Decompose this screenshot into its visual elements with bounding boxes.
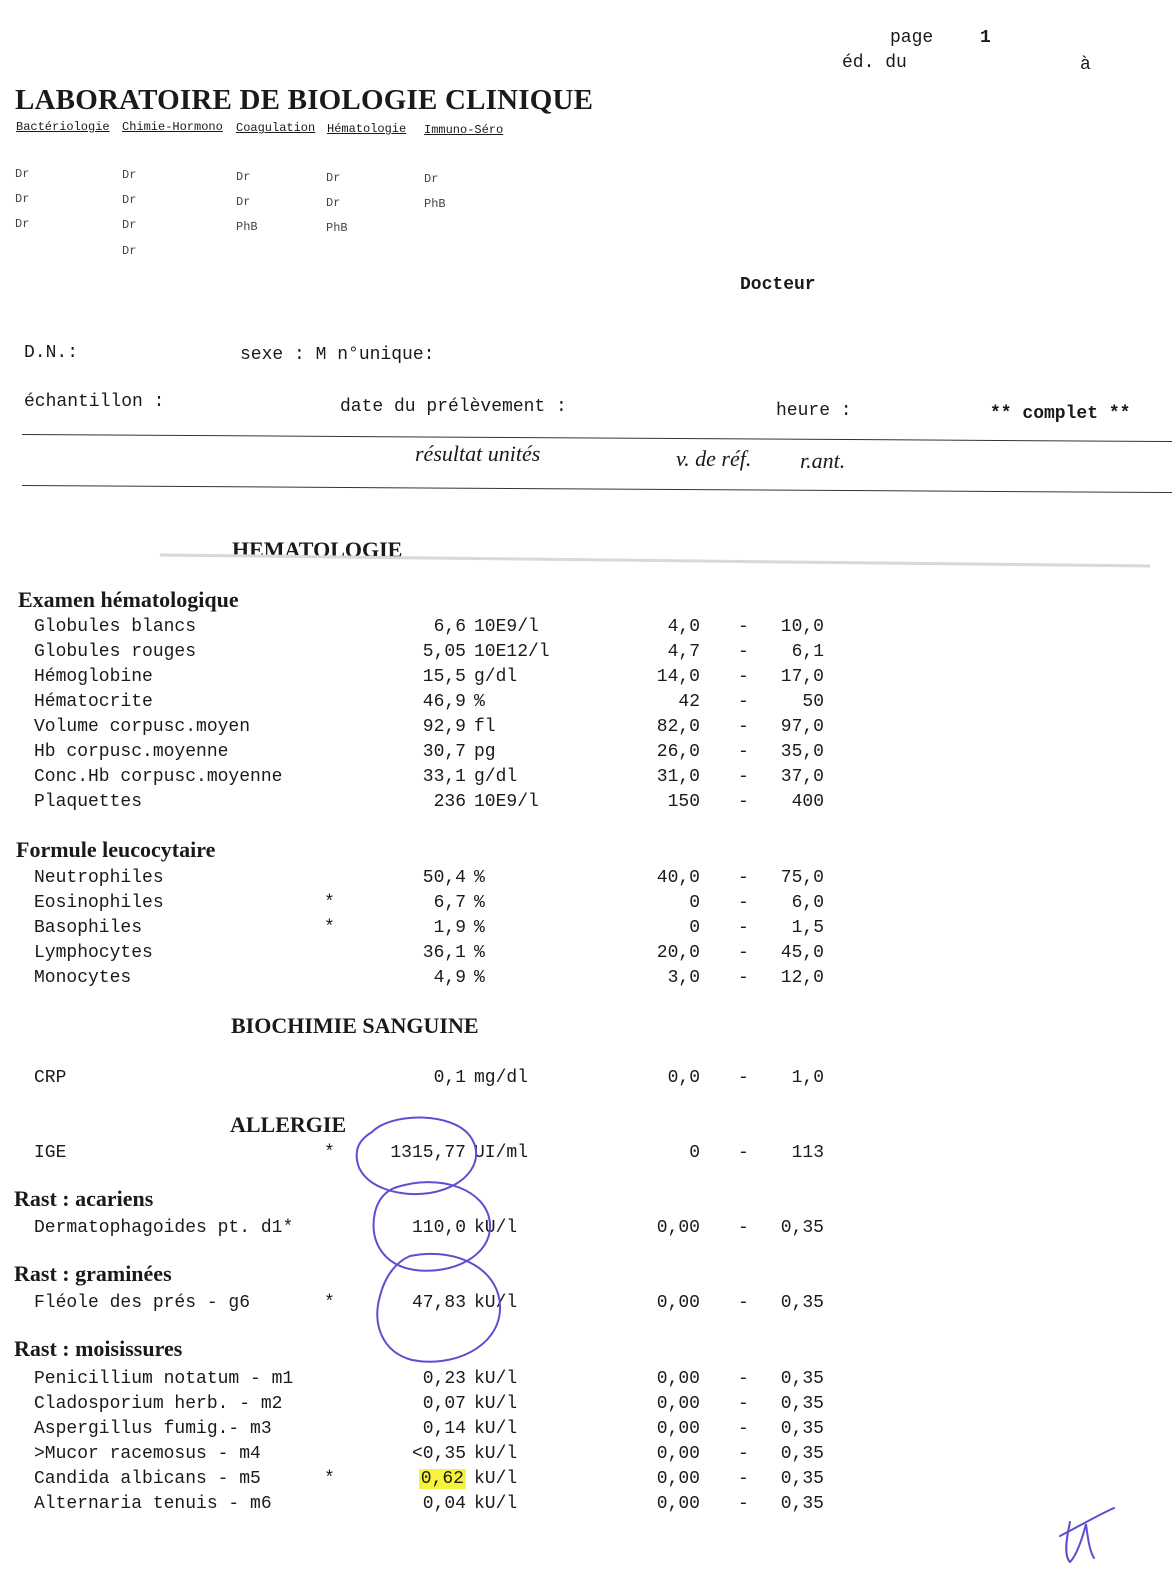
result-result: 36,1 (422, 943, 466, 963)
result-flag: * (324, 893, 335, 913)
result-ref-high: 50 (802, 692, 824, 712)
result-unit: g/dl (474, 767, 518, 787)
department-coagulation: Coagulation (236, 121, 316, 135)
result-dash: - (738, 1143, 749, 1163)
result-ref-low: 4,7 (667, 642, 700, 662)
result-dash: - (738, 1068, 749, 1088)
result-ref-low: 0,00 (656, 1293, 700, 1313)
result-ref-low: 26,0 (656, 742, 700, 762)
result-name: IGE (34, 1143, 67, 1163)
result-row (0, 1444, 1176, 1469)
doctor-entry: PhB (326, 221, 348, 235)
result-row (0, 1494, 1176, 1519)
result-dash: - (738, 868, 749, 888)
result-unit: mg/dl (474, 1068, 529, 1088)
result-result: 236 (433, 792, 466, 812)
result-result: 0,04 (422, 1494, 466, 1514)
result-row (0, 968, 1176, 993)
result-row (0, 792, 1176, 817)
result-row (0, 1293, 1176, 1318)
result-result: 4,9 (433, 968, 466, 988)
result-ref-low: 40,0 (656, 868, 700, 888)
result-dash: - (738, 717, 749, 737)
result-dash: - (738, 1419, 749, 1439)
result-ref-low: 0,00 (656, 1419, 700, 1439)
result-ref-low: 0,00 (656, 1394, 700, 1414)
result-dash: - (738, 692, 749, 712)
result-result: 33,1 (422, 767, 466, 787)
doctor-entry: Dr (326, 171, 341, 185)
result-unit: kU/l (474, 1369, 518, 1389)
result-row (0, 1419, 1176, 1444)
result-unit: UI/ml (474, 1143, 529, 1163)
column-header-result-units: résultat unités (415, 441, 541, 466)
page-number: 1 (980, 28, 991, 48)
result-ref-high: 35,0 (780, 742, 824, 762)
result-unit: % (474, 893, 485, 913)
result-result: <0,35 (411, 1444, 466, 1464)
result-ref-low: 0,0 (667, 1068, 700, 1088)
result-ref-low: 150 (667, 792, 700, 812)
result-unit: 10E9/l (474, 617, 539, 637)
result-row (0, 1369, 1176, 1394)
result-unit: kU/l (474, 1494, 518, 1514)
result-ref-high: 1,5 (791, 918, 824, 938)
page-label: page (890, 28, 934, 48)
doctor-entry: Dr (236, 170, 251, 184)
result-row (0, 767, 1176, 792)
result-ref-high: 75,0 (780, 868, 824, 888)
section-title-hematologie: HEMATOLOGIE (232, 537, 403, 562)
result-name: Globules rouges (34, 642, 197, 662)
result-name: Volume corpusc.moyen (34, 717, 251, 737)
result-ref-low: 0 (689, 893, 700, 913)
doctor-entry: Dr (15, 167, 30, 181)
result-ref-low: 3,0 (667, 968, 700, 988)
doctor-entry: Dr (424, 172, 439, 186)
result-ref-high: 0,35 (780, 1369, 824, 1389)
result-result: 1315,77 (390, 1143, 466, 1163)
recipient-label: Docteur (740, 275, 816, 295)
result-name: Lymphocytes (34, 943, 153, 963)
result-unit: g/dl (474, 667, 518, 687)
birth-date-label: D.N.: (24, 343, 79, 363)
result-flag: * (324, 1469, 335, 1489)
result-row (0, 943, 1176, 968)
result-unit: kU/l (474, 1419, 518, 1439)
department-chimie-hormono: Chimie-Hormono (122, 120, 223, 134)
result-ref-high: 1,0 (791, 1068, 824, 1088)
result-name: Dermatophagoides pt. d1* (34, 1218, 294, 1238)
result-dash: - (738, 667, 749, 687)
result-ref-high: 37,0 (780, 767, 824, 787)
result-dash: - (738, 1444, 749, 1464)
result-result: 110,0 (411, 1218, 466, 1238)
result-dash: - (738, 742, 749, 762)
result-name: Fléole des prés - g6 (34, 1293, 251, 1313)
result-name: Plaquettes (34, 792, 143, 812)
result-ref-low: 0,00 (656, 1369, 700, 1389)
result-flag: * (324, 1293, 335, 1313)
result-row (0, 893, 1176, 918)
result-result: 50,4 (422, 868, 466, 888)
result-result: 5,05 (422, 642, 466, 662)
result-result: 6,6 (433, 617, 466, 637)
result-name: Alternaria tenuis - m6 (34, 1494, 272, 1514)
result-unit: % (474, 918, 485, 938)
result-row (0, 1143, 1176, 1168)
result-ref-low: 82,0 (656, 717, 700, 737)
result-ref-high: 17,0 (780, 667, 824, 687)
result-unit: kU/l (474, 1218, 518, 1238)
result-ref-high: 0,35 (780, 1394, 824, 1414)
result-ref-low: 0,00 (656, 1494, 700, 1514)
result-name: Cladosporium herb. - m2 (34, 1394, 283, 1414)
column-header-reference: v. de réf. (676, 446, 752, 471)
result-ref-low: 20,0 (656, 943, 700, 963)
result-name: Neutrophiles (34, 868, 164, 888)
result-name: >Mucor racemosus - m4 (34, 1444, 261, 1464)
result-dash: - (738, 1469, 749, 1489)
result-ref-low: 42 (678, 692, 700, 712)
section-title-allergie: ALLERGIE (230, 1112, 347, 1137)
result-ref-low: 0,00 (656, 1444, 700, 1464)
result-dash: - (738, 893, 749, 913)
result-ref-high: 97,0 (780, 717, 824, 737)
result-result: 0,1 (433, 1068, 466, 1088)
result-unit: % (474, 692, 485, 712)
result-ref-high: 0,35 (780, 1218, 824, 1238)
section-title-biochimie: BIOCHIMIE SANGUINE (231, 1013, 479, 1038)
result-row (0, 1394, 1176, 1419)
result-ref-high: 0,35 (780, 1419, 824, 1439)
header-divider-top (22, 434, 1172, 442)
result-dash: - (738, 1369, 749, 1389)
result-result: 15,5 (422, 667, 466, 687)
result-result: 92,9 (422, 717, 466, 737)
result-row (0, 617, 1176, 642)
result-result: 47,83 (411, 1293, 466, 1313)
report-status: ** complet ** (990, 404, 1131, 424)
result-row (0, 717, 1176, 742)
result-result: 46,9 (422, 692, 466, 712)
result-ref-high: 12,0 (780, 968, 824, 988)
result-unit: kU/l (474, 1444, 518, 1464)
result-name: Penicillium notatum - m1 (34, 1369, 294, 1389)
result-ref-low: 14,0 (656, 667, 700, 687)
result-row (0, 918, 1176, 943)
result-dash: - (738, 968, 749, 988)
lab-title: LABORATOIRE DE BIOLOGIE CLINIQUE (15, 84, 594, 116)
result-name: Hématocrite (34, 692, 153, 712)
result-ref-low: 31,0 (656, 767, 700, 787)
sampling-date-label: date du prélèvement : (340, 397, 567, 417)
sampling-time-label: heure : (776, 401, 852, 421)
result-unit: % (474, 868, 485, 888)
result-unit: % (474, 968, 485, 988)
result-unit: fl (474, 717, 496, 737)
result-dash: - (738, 1494, 749, 1514)
result-dash: - (738, 918, 749, 938)
group-title-acariens: Rast : acariens (14, 1186, 154, 1211)
result-ref-high: 10,0 (780, 617, 824, 637)
result-name: Conc.Hb corpusc.moyenne (34, 767, 283, 787)
result-row (0, 642, 1176, 667)
result-dash: - (738, 1293, 749, 1313)
result-name: Candida albicans - m5 (34, 1469, 261, 1489)
result-dash: - (738, 642, 749, 662)
result-unit: % (474, 943, 485, 963)
result-result: 6,7 (433, 893, 466, 913)
result-ref-high: 0,35 (780, 1469, 824, 1489)
result-ref-high: 0,35 (780, 1293, 824, 1313)
result-ref-high: 0,35 (780, 1494, 824, 1514)
column-header-previous: r.ant. (800, 448, 846, 473)
result-unit: 10E12/l (474, 642, 550, 662)
result-dash: - (738, 617, 749, 637)
result-row (0, 1218, 1176, 1243)
result-name: Aspergillus fumig.- m3 (34, 1419, 272, 1439)
result-name: Hb corpusc.moyenne (34, 742, 229, 762)
header-divider-bottom (22, 485, 1172, 493)
doctor-entry: PhB (236, 220, 258, 234)
result-dash: - (738, 792, 749, 812)
result-name: Basophiles (34, 918, 143, 938)
result-row (0, 692, 1176, 717)
sex-id-label: sexe : M n°unique: (240, 345, 435, 365)
result-ref-high: 400 (791, 792, 824, 812)
doctor-entry: Dr (122, 244, 137, 258)
doctor-entry: Dr (122, 168, 137, 182)
result-unit: 10E9/l (474, 792, 539, 812)
result-ref-low: 0 (689, 918, 700, 938)
result-dash: - (738, 1218, 749, 1238)
result-row (0, 1469, 1176, 1494)
result-ref-low: 4,0 (667, 617, 700, 637)
result-ref-low: 0,00 (656, 1218, 700, 1238)
department-immuno-sero: Immuno-Séro (424, 123, 504, 137)
result-flag: * (324, 1143, 335, 1163)
result-name: Hémoglobine (34, 667, 153, 687)
result-row (0, 868, 1176, 893)
result-ref-high: 113 (791, 1143, 824, 1163)
edition-a: à (1080, 55, 1091, 75)
result-row (0, 667, 1176, 692)
result-dash: - (738, 943, 749, 963)
group-title-formule: Formule leucocytaire (16, 837, 216, 862)
result-name: Monocytes (34, 968, 132, 988)
doctor-entry: Dr (122, 193, 137, 207)
result-name: CRP (34, 1068, 67, 1088)
result-row (0, 742, 1176, 767)
result-name: Eosinophiles (34, 893, 164, 913)
doctor-entry: Dr (326, 196, 341, 210)
result-ref-high: 6,0 (791, 893, 824, 913)
result-ref-high: 6,1 (791, 642, 824, 662)
result-ref-high: 0,35 (780, 1444, 824, 1464)
result-dash: - (738, 767, 749, 787)
result-result (419, 1469, 466, 1489)
sample-label: échantillon : (24, 392, 165, 412)
result-ref-low: 0,00 (656, 1469, 700, 1489)
result-row (0, 1068, 1176, 1093)
result-result: 0,07 (422, 1394, 466, 1414)
result-result: 0,23 (422, 1369, 466, 1389)
result-unit: kU/l (474, 1394, 518, 1414)
doctor-entry: PhB (424, 197, 446, 211)
result-result: 1,9 (433, 918, 466, 938)
result-ref-high: 45,0 (780, 943, 824, 963)
group-title-graminees: Rast : graminées (14, 1261, 172, 1286)
result-result: 30,7 (422, 742, 466, 762)
group-title-examen: Examen hématologique (18, 587, 239, 612)
result-name: Globules blancs (34, 617, 197, 637)
result-dash: - (738, 1394, 749, 1414)
doctor-entry: Dr (122, 218, 137, 232)
result-unit: pg (474, 742, 496, 762)
doctor-entry: Dr (15, 217, 30, 231)
group-title-moisissures: Rast : moisissures (14, 1336, 183, 1361)
result-unit: kU/l (474, 1469, 518, 1489)
doctor-entry: Dr (236, 195, 251, 209)
edition-label: éd. du (842, 53, 907, 73)
result-result: 0,14 (422, 1419, 466, 1439)
result-unit: kU/l (474, 1293, 518, 1313)
doctor-entry: Dr (15, 192, 30, 206)
result-ref-low: 0 (689, 1143, 700, 1163)
department-bacteriologie: Bactériologie (16, 120, 110, 134)
highlighted-result: 0,62 (420, 1469, 464, 1489)
result-flag: * (324, 918, 335, 938)
department-hematologie: Hématologie (327, 122, 407, 136)
